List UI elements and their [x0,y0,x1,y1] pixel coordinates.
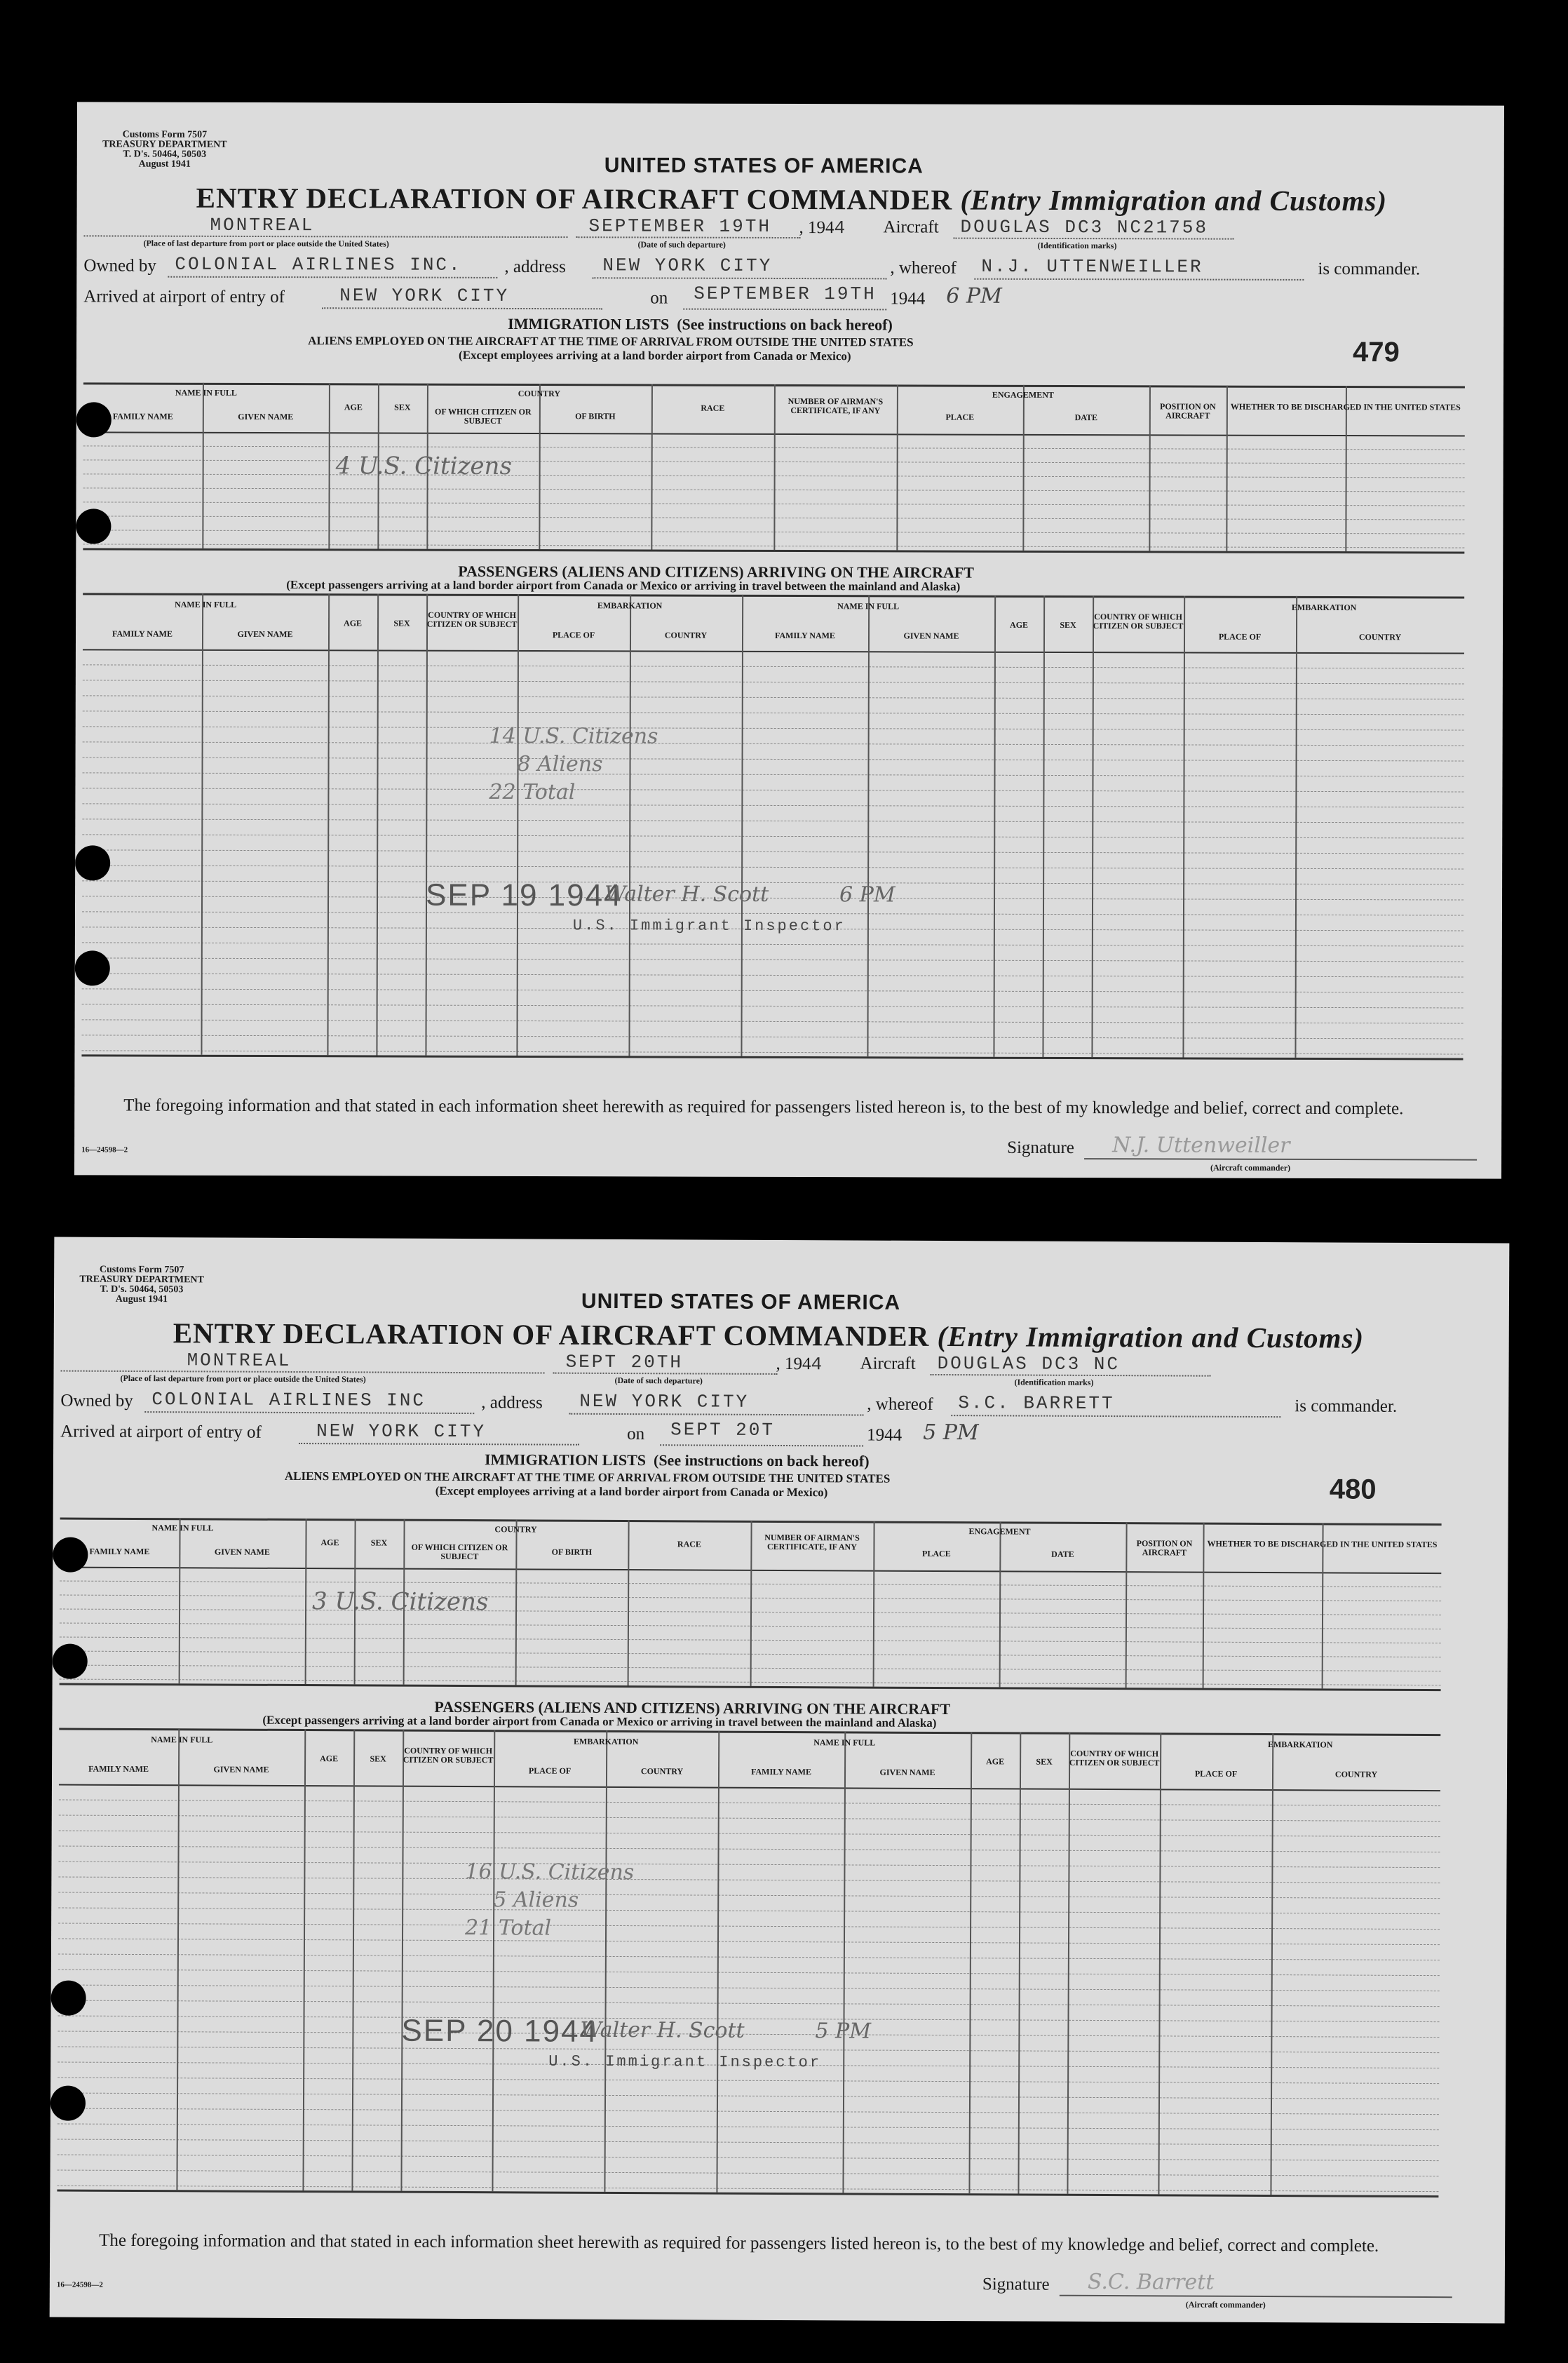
pax-age-header: AGE [320,1753,339,1764]
family-name-header: FAMILY NAME [112,411,173,422]
table-rule [58,2139,1439,2146]
aliens-title: ALIENS EMPLOYED ON THE AIRCRAFT AT THE TIME OF ARRIVAL FROM OUTSIDE THE UNITED STATES [284,1469,891,1486]
title-main: ENTRY DECLARATION OF AIRCRAFT COMMANDER [173,1317,930,1352]
pax-sex-header: SEX [370,1753,386,1764]
table-column-rule [867,595,870,1056]
citizen-of-header: OF WHICH CITIZEN OR SUBJECT [411,1542,508,1562]
aircraft-label: Aircraft [860,1354,916,1373]
year-field: , 1944 [799,217,848,239]
race-header: RACE [701,403,725,413]
table-rule [82,819,1464,823]
table-column-rule [1295,596,1297,1058]
pax-embarkation-header-2: EMBARKATION [1291,602,1357,613]
discharged-header: WHETHER TO BE DISCHARGED IN THE UNITED STATES [1207,1538,1438,1550]
engagement-header: ENGAGEMENT [968,1526,1031,1537]
inspector-caption: U.S. Immigrant Inspector [548,2052,822,2072]
passenger-total-note: 21 Total [465,1916,552,1941]
signature-label: Signature [1007,1138,1074,1158]
aircraft-value: DOUGLAS DC3 NC21758 [960,216,1209,238]
country-header: COUNTRY [494,1524,537,1535]
table-column-rule [176,1728,180,2190]
aircraft-value: DOUGLAS DC3 NC [937,1352,1121,1375]
crew-note: 4 U.S. Citizens [335,452,512,480]
inspection-time: 6 PM [839,882,895,908]
table-column-rule [376,593,379,1055]
table-column-rule [201,593,203,1055]
punch-hole [50,2085,86,2120]
passengers-title: PASSENGERS (ALIENS AND CITIZENS) ARRIVING ON THE AIRCRAFT [458,562,975,581]
punch-hole [76,402,111,437]
pax-embarkation-header: EMBARKATION [597,600,663,611]
passenger-aliens-note: 5 Aliens [493,1887,579,1913]
commander-value: S.C. BARRETT [958,1392,1115,1415]
passenger-citizens-note: 16 U.S. Citizens [465,1859,635,1885]
table-rule [59,1784,1440,1792]
td-reference: T. D's. 50464, 50503 [123,149,207,160]
table-column-rule [1067,1732,1070,2194]
passengers-note: (Except passengers arriving at a land border airport from Canada or Mexico or arriving in travel between the mainland and Alaska) [262,1713,937,1730]
table-column-rule [1018,1732,1021,2193]
table-column-rule [1022,385,1025,551]
table-rule [82,911,1464,915]
table-rule [82,942,1464,946]
arrival-year: 1944 [867,1425,903,1445]
table-column-rule [425,594,428,1056]
departure-date: SEPTEMBER 19TH [588,215,772,237]
punch-hole [53,1537,88,1572]
pax-embarkation-header-2: EMBARKATION [1267,1739,1333,1750]
punch-hole [75,950,110,985]
table-column-rule [327,593,330,1055]
aliens-note: (Except employees arriving at a land border airport from Canada or Mexico) [459,348,851,363]
table-rule [58,2170,1439,2177]
table-rule [58,2031,1439,2038]
table-rule [58,1877,1440,1884]
country-header: COUNTRY [518,388,561,399]
given-name-header: GIVEN NAME [214,1547,270,1557]
table-rule [83,772,1464,776]
birth-header: OF BIRTH [575,411,616,422]
place-caption: (Place of last departure from port or place outside the United States) [143,238,389,249]
table-rule [58,2108,1439,2115]
signature-caption: (Aircraft commander) [1185,2299,1266,2310]
country-title: UNITED STATES OF AMERICA [581,1289,901,1314]
form-title [196,181,1387,217]
position-header: POSITION ON AIRCRAFT [1160,401,1216,421]
form-code: 16—24598—2 [56,2280,103,2289]
table-column-rule [628,594,631,1056]
engagement-date-header: DATE [1074,412,1098,423]
arrival-year: 1944 [890,289,926,309]
table-column-rule [993,595,996,1057]
age-header: AGE [320,1537,339,1548]
owned-by-label: Owned by [83,256,156,276]
pax-name-header-2: NAME IN FULL [837,601,900,612]
departure-date: SEPT 20TH [565,1351,684,1373]
aliens-title: ALIENS EMPLOYED ON THE AIRCRAFT AT THE TIME OF ARRIVAL FROM OUTSIDE THE UNITED STATES [308,334,914,349]
passengers-note: (Except passengers arriving at a land border airport from Canada or Mexico or arriving in travel between the mainland and Alaska) [286,578,961,593]
aircraft-label: Aircraft [883,217,939,237]
sex-header: SEX [370,1537,388,1548]
aliens-note: (Except employees arriving at a land border airport from Canada or Mexico) [435,1483,828,1500]
form-number: Customs Form 7507 [99,1264,184,1276]
pax-country-header-2: COUNTRY OF WHICH CITIZEN OR SUBJECT [1093,612,1184,631]
place-of-departure: MONTREAL [187,1349,292,1371]
pax-family-header-2: FAMILY NAME [751,1766,812,1777]
address-label: , address [504,257,566,277]
pax-place-header: PLACE OF [552,630,595,640]
immigration-lists: IMMIGRATION LISTS (See instructions on back hereof) [508,314,893,334]
inspector-signature: Walter H. Scott [580,2017,745,2043]
table-rule [82,973,1464,977]
arrival-time: 5 PM [923,1420,979,1446]
punch-hole [75,845,110,880]
engagement-place-header: PLACE [922,1548,951,1559]
airman-certificate-header: NUMBER OF AIRMAN'S CERTIFICATE, IF ANY [788,396,884,416]
commander-value: N.J. UTTENWEILLER [981,255,1203,278]
owned-by-value: COLONIAL AIRLINES INC [151,1389,426,1411]
arrived-label: Arrived at airport of entry of [60,1422,262,1442]
table-rule [59,1800,1440,1807]
discharged-header: WHETHER TO BE DISCHARGED IN THE UNITED STATES [1230,401,1461,412]
punch-hole [51,1980,86,2015]
pax-emb-country-header-2: COUNTRY [1334,1769,1378,1779]
race-header: RACE [677,1539,701,1549]
form-number-block [77,130,252,170]
arrival-date: SEPTEMBER 19TH [694,283,877,305]
table-column-rule [1270,1733,1273,2195]
table-rule [83,593,1464,598]
punch-hole [53,1643,88,1678]
form-date: August 1941 [115,1293,168,1305]
arrival-date: SEPT 20T [670,1419,776,1441]
pax-emb-country-header: COUNTRY [640,1766,684,1777]
table-column-rule [179,1518,181,1683]
sheet-number: 479 [1353,337,1400,368]
is-commander-label: is commander. [1318,259,1421,279]
table-rule [82,988,1464,992]
table-rule [58,2000,1440,2007]
table-column-rule [1158,1732,1161,2194]
pax-name-header-2: NAME IN FULL [813,1737,876,1748]
title-italic: (Entry Immigration and Customs) [937,1319,1365,1354]
td-reference: T. D's. 50464, 50503 [100,1284,184,1295]
pax-embarkation-header: EMBARKATION [573,1736,639,1747]
declaration-form-480 [50,1237,1510,2323]
table-rule [59,1831,1440,1838]
declaration-text: The foregoing information and that stated in each information sheet herewith as required for passengers listed hereon is, to the best of my knowledge and belief, correct and complete. [123,1096,1404,1119]
table-rule [83,741,1464,746]
date-caption: (Date of such departure) [614,1375,703,1386]
birth-header: OF BIRTH [551,1547,593,1557]
sheet-number: 480 [1329,1474,1377,1505]
pax-family-header: FAMILY NAME [88,1763,149,1775]
passenger-total-note: 22 Total [489,779,576,805]
table-rule [82,1004,1464,1008]
table-column-rule [999,1521,1001,1687]
table-rule [58,1985,1440,1992]
place-caption: (Place of last departure from port or place outside the United States) [120,1373,366,1385]
table-rule [58,1862,1440,1869]
arrived-value: NEW YORK CITY [316,1420,487,1443]
arrived-label: Arrived at airport of entry of [83,287,285,307]
arrived-value: NEW YORK CITY [339,285,510,307]
whereof-label: , whereof [890,258,957,278]
engagement-place-header: PLACE [945,412,975,422]
table-rule [82,803,1464,807]
pax-place-header-2: PLACE OF [1194,1768,1238,1779]
punch-hole [76,509,111,544]
table-column-rule [741,595,743,1056]
engagement-date-header: DATE [1051,1549,1074,1559]
table-rule [82,1019,1464,1023]
pax-country-header-2: COUNTRY OF WHICH CITIZEN OR SUBJECT [1069,1748,1160,1768]
year-field: , 1944 [776,1354,825,1375]
table-rule [58,2016,1440,2023]
table-rule [83,726,1464,730]
table-rule [58,2093,1439,2100]
inspector-signature: Walter H. Scott [604,882,769,907]
pax-name-header: NAME IN FULL [151,1735,213,1745]
table-rule [81,1050,1463,1054]
table-column-rule [516,594,519,1056]
table-rule [83,664,1464,668]
age-header: AGE [344,402,363,412]
crew-note: 3 U.S. Citizens [312,1587,489,1617]
pax-given-header-2: GIVEN NAME [879,1767,935,1777]
commander-signature: S.C. Barrett [1087,2269,1215,2295]
pax-sex-header: SEX [393,618,410,628]
passengers-title: PASSENGERS (ALIENS AND CITIZENS) ARRIVING ON THE AIRCRAFT [434,1697,951,1718]
form-title [173,1316,1365,1354]
position-header: POSITION ON AIRCRAFT [1136,1538,1193,1558]
title-italic: (Entry Immigration and Customs) [960,183,1388,217]
table-rule [82,865,1464,869]
table-rule [59,1815,1440,1822]
pax-country-header: COUNTRY OF WHICH CITIZEN OR SUBJECT [403,1745,494,1765]
given-name-header: GIVEN NAME [238,411,294,422]
engagement-header: ENGAGEMENT [992,389,1054,400]
table-rule [82,849,1464,854]
pax-age-header: AGE [344,618,363,628]
pax-age-header-2: AGE [986,1756,1005,1767]
table-rule [82,957,1464,962]
address-value: NEW YORK CITY [579,1390,750,1413]
address-value: NEW YORK CITY [602,255,773,276]
airman-certificate-header: NUMBER OF AIRMAN'S CERTIFICATE, IF ANY [764,1532,860,1552]
immigration-lists: IMMIGRATION LISTS (See instructions on back hereof) [484,1450,870,1470]
declaration-text: The foregoing information and that stated in each information sheet herewith as required for passengers listed hereon is, to the best of my knowledge and belief, correct and complete. [99,2230,1379,2256]
inspection-stamp-date: SEP 20 1944 [401,2013,599,2049]
table-rule [82,788,1464,792]
owned-by-value: COLONIAL AIRLINES INC. [175,253,462,276]
pax-family-header-2: FAMILY NAME [775,630,835,641]
table-rule [58,1954,1440,1961]
passenger-citizens-note: 14 U.S. Citizens [489,723,658,749]
pax-sex-header-2: SEX [1060,620,1076,631]
table-column-rule [302,1729,306,2190]
pax-emb-country-header: COUNTRY [664,630,708,640]
ident-caption: (Identification marks) [1037,240,1117,251]
table-column-rule [400,1730,404,2191]
owned-by-label: Owned by [60,1391,133,1411]
sex-header: SEX [394,402,411,412]
table-column-rule [968,1732,972,2193]
table-column-rule [1182,595,1185,1057]
inspection-stamp-date: SEP 19 1944 [425,877,623,913]
table-rule [83,711,1464,715]
pax-given-header: GIVEN NAME [237,628,293,640]
name-in-full-header: NAME IN FULL [151,1523,214,1533]
table-column-rule [492,1730,495,2191]
table-rule [83,649,1464,654]
form-number: Customs Form 7507 [122,129,208,140]
commander-signature: N.J. Uttenweiller [1112,1133,1290,1158]
pax-place-header: PLACE OF [528,1765,572,1776]
table-column-rule [202,383,204,548]
form-number-block [54,1265,229,1305]
form-date: August 1941 [138,159,191,170]
pax-place-header-2: PLACE OF [1218,631,1262,642]
table-rule [58,2155,1439,2162]
ident-caption: (Identification marks) [1014,1377,1094,1387]
department: TREASURY DEPARTMENT [102,139,227,150]
pax-name-header: NAME IN FULL [175,599,237,610]
name-in-full-header: NAME IN FULL [175,387,237,398]
inspector-caption: U.S. Immigrant Inspector [572,917,846,936]
table-rule [58,2124,1439,2131]
table-rule [58,1970,1440,1977]
signature-label: Signature [982,2275,1050,2294]
declaration-form-479 [74,102,1504,1178]
table-rule [82,880,1464,884]
table-rule [83,757,1464,761]
pax-family-header: FAMILY NAME [112,628,173,639]
table-rule [82,1035,1464,1039]
pax-given-header: GIVEN NAME [213,1764,269,1775]
citizen-of-header: OF WHICH CITIZEN OR SUBJECT [434,406,532,426]
table-rule [59,1846,1440,1853]
on-label: on [627,1425,645,1444]
pax-age-header-2: AGE [1010,619,1029,630]
table-rule [58,2078,1439,2085]
table-rule [58,1908,1440,1915]
table-rule [58,1939,1440,1946]
address-label: , address [481,1393,543,1413]
pax-given-header-2: GIVEN NAME [903,631,959,641]
form-code: 16—24598—2 [81,1145,128,1154]
department: TREASURY DEPARTMENT [79,1274,204,1286]
date-caption: (Date of such departure) [637,239,726,250]
table-rule [82,896,1464,900]
table-rule [58,1923,1440,1930]
table-rule [58,1892,1440,1899]
whereof-label: , whereof [867,1394,933,1414]
place-of-departure: MONTREAL [210,214,315,236]
pax-country-header: COUNTRY OF WHICH CITIZEN OR SUBJECT [426,610,518,629]
inspection-time: 5 PM [815,2019,872,2044]
table-column-rule [1042,595,1045,1057]
title-main: ENTRY DECLARATION OF AIRCRAFT COMMANDER [196,181,953,216]
pax-sex-header-2: SEX [1036,1756,1053,1767]
table-rule [81,1054,1463,1060]
table-column-rule [604,1730,607,2192]
table-rule [83,680,1464,684]
arrival-time: 6 PM [946,283,1002,309]
table-rule [83,695,1464,699]
is-commander-label: is commander. [1295,1396,1398,1416]
table-column-rule [842,1731,846,2193]
signature-caption: (Aircraft commander) [1210,1162,1291,1173]
table-column-rule [716,1731,719,2193]
table-column-rule [351,1729,355,2190]
table-rule [58,2047,1439,2054]
family-name-header: FAMILY NAME [89,1546,150,1557]
table-column-rule [1091,595,1094,1057]
pax-emb-country-header-2: COUNTRY [1358,632,1402,642]
country-title: UNITED STATES OF AMERICA [604,154,924,178]
on-label: on [650,288,668,308]
table-rule [82,834,1464,838]
passenger-aliens-note: 8 Aliens [517,751,603,777]
